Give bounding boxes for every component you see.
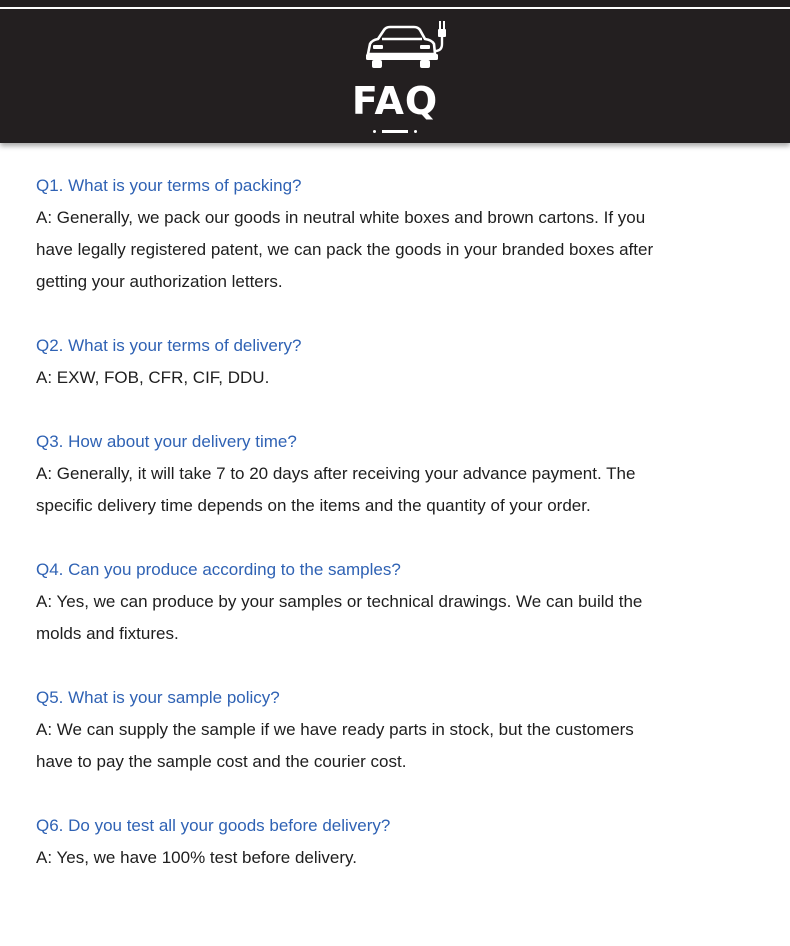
faq-answer-line: have legally registered patent, we can pack the goods in your branded boxes after bbox=[36, 240, 654, 259]
faq-item-4 bbox=[36, 554, 746, 650]
faq-item-1 bbox=[36, 170, 746, 298]
faq-answer-line: A: Generally, it will take 7 to 20 days after receiving your advance payment. The bbox=[36, 464, 636, 483]
faq-question: Q1. What is your terms of packing? bbox=[36, 176, 302, 195]
faq-question: Q3. How about your delivery time? bbox=[36, 432, 297, 451]
page-title: FAQ bbox=[351, 79, 439, 123]
faq-answer-line: A: Generally, we pack our goods in neutral white boxes and brown cartons. If you bbox=[36, 208, 646, 227]
faq-answer-line: specific delivery time depends on the items and the quantity of your order. bbox=[36, 496, 591, 515]
underline-bar bbox=[382, 130, 408, 133]
faq-question: Q6. Do you test all your goods before delivery? bbox=[36, 816, 391, 835]
electric-car-plug-icon bbox=[362, 18, 448, 74]
faq-answer-line: have to pay the sample cost and the courier cost. bbox=[36, 752, 407, 771]
faq-answer-line: A: EXW, FOB, CFR, CIF, DDU. bbox=[36, 368, 270, 387]
faq-question: Q4. Can you produce according to the samples? bbox=[36, 560, 401, 579]
faq-answer-line: A: Yes, we have 100% test before delivery. bbox=[36, 848, 357, 867]
faq-question: Q2. What is your terms of delivery? bbox=[36, 336, 302, 355]
faq-item-2 bbox=[36, 330, 746, 394]
underline-dot-right bbox=[414, 130, 417, 133]
faq-answer-line: molds and fixtures. bbox=[36, 624, 179, 643]
faq-header-banner bbox=[0, 0, 790, 143]
title-underline-decoration bbox=[371, 129, 419, 135]
faq-answer-line: A: Yes, we can produce by your samples or technical drawings. We can build the bbox=[36, 592, 643, 611]
faq-answer-line: A: We can supply the sample if we have ready parts in stock, but the customers bbox=[36, 720, 634, 739]
faq-item-5 bbox=[36, 682, 746, 778]
faq-answer-line: getting your authorization letters. bbox=[36, 272, 283, 291]
underline-dot-left bbox=[373, 130, 376, 133]
faq-item-3 bbox=[36, 426, 746, 522]
faq-question: Q5. What is your sample policy? bbox=[36, 688, 280, 707]
faq-list bbox=[36, 170, 746, 874]
header-top-line bbox=[0, 7, 790, 9]
faq-item-6 bbox=[36, 810, 746, 874]
